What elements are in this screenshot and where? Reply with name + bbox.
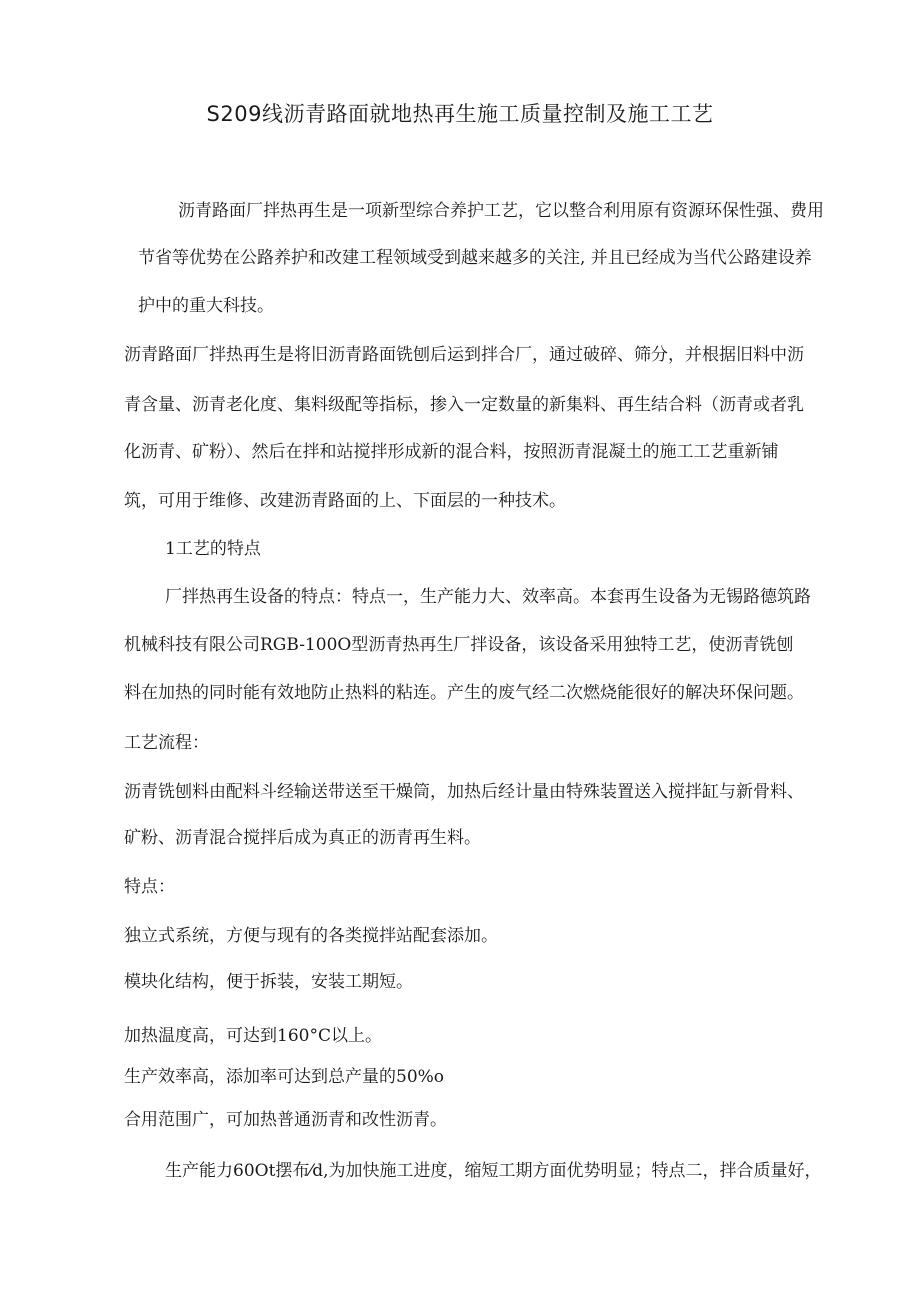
feature-item: 合用范围广，可加热普通沥青和改性沥青。 (124, 1110, 447, 1130)
paragraph-line: 节省等优势在公路养护和改建工程领域受到越来越多的关注, 并且已经成为当代公路建设养 (138, 248, 812, 268)
paragraph-line: 化沥青、矿粉）、然后在拌和站搅拌形成新的混合料，按照沥青混凝土的施工工艺重新铺 (124, 442, 779, 462)
paragraph-line: 青含量、沥青老化度、集料级配等指标，掺入一定数量的新集料、再生结合料（沥青或者乳 (124, 395, 804, 415)
paragraph-line: 护中的重大科技。 (138, 296, 274, 316)
feature-item: 模块化结构，便于拆装，安装工期短。 (124, 972, 413, 992)
features-label: 特点： (124, 877, 175, 897)
paragraph-line: 筑，可用于维修、改建沥青路面的上、下面层的一种技术。 (124, 491, 566, 511)
section-heading: 1工艺的特点 (165, 539, 261, 559)
paragraph-line: 矿粉、沥青混合搅拌后成为真正的沥青再生料。 (124, 828, 481, 848)
document-title: S209线沥青路面就地热再生施工质量控制及施工工艺 (206, 102, 714, 126)
feature-item: 加热温度高，可达到160°C以上。 (124, 1026, 382, 1046)
paragraph-line: 厂拌热再生设备的特点：特点一，生产能力大、效率高。本套再生设备为无锡路德筑路 (165, 587, 811, 607)
paragraph-line: 沥青铣刨料由配料斗经输送带送至干燥筒，加热后经计量由特殊装置送入搅拌缸与新骨料、 (124, 782, 804, 802)
paragraph-line: 机械科技有限公司RGB-100O型沥青热再生厂拌设备，该设备采用独特工艺，使沥青铣刨 (124, 635, 794, 655)
paragraph-line: 沥青路面厂拌热再生是一项新型综合养护工艺，它以整合利用原有资源环保性强、费用 (178, 201, 824, 221)
paragraph-line: 沥青路面厂拌热再生是将旧沥青路面铣刨后运到拌合厂，通过破碎、筛分，并根据旧料中沥 (124, 345, 804, 365)
feature-item: 独立式系统，方便与现有的各类搅拌站配套添加。 (124, 926, 498, 946)
feature-item: 生产效率高，添加率可达到总产量的50%o (124, 1067, 445, 1087)
paragraph-line: 生产能力60Ot摆布⁄d,为加快施工进度，缩短工期方面优势明显；特点二，拌合质量好， (165, 1161, 822, 1181)
paragraph-line: 料在加热的同时能有效地防止热料的粘连。产生的废气经二次燃烧能很好的解决环保问题。 (124, 683, 804, 703)
process-label: 工艺流程： (124, 733, 209, 753)
